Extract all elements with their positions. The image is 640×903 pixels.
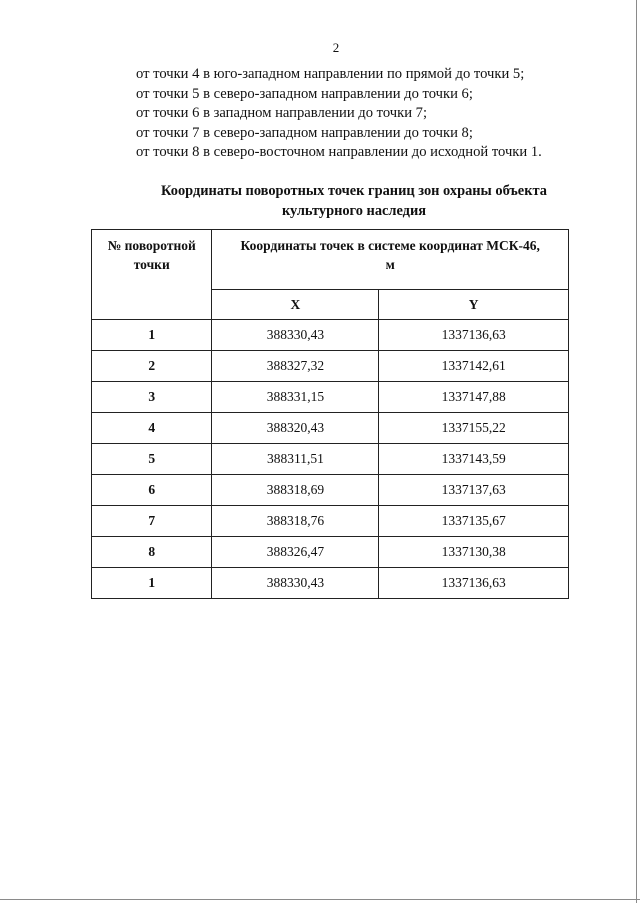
table-row: [92, 320, 569, 351]
scan-edge-right: [636, 0, 637, 903]
y-value: 1337136,63: [379, 320, 569, 351]
x-value: 388318,76: [212, 506, 379, 537]
boundary-line: от точки 6 в западном направлении до точки 7;: [136, 105, 428, 122]
point-number: 3: [92, 382, 212, 413]
header-system-line: Координаты точек в системе координат МСК-46,: [240, 238, 540, 253]
point-number: 1: [92, 568, 212, 599]
y-value: 1337130,38: [379, 537, 569, 568]
table-row: [92, 444, 569, 475]
point-number: 6: [92, 475, 212, 506]
header-point-line: точки: [133, 257, 170, 272]
scan-edge-bottom: [0, 899, 640, 900]
x-value: 388326,47: [212, 537, 379, 568]
point-number: 5: [92, 444, 212, 475]
y-value: 1337136,63: [379, 568, 569, 599]
point-number: 1: [92, 320, 212, 351]
header-point-number: [92, 230, 212, 320]
x-value: 388318,69: [212, 475, 379, 506]
y-value: 1337142,61: [379, 351, 569, 382]
y-value: 1337155,22: [379, 413, 569, 444]
header-point-line: № поворотной: [107, 238, 196, 253]
boundary-line: от точки 5 в северо-западном направлении до точки 6;: [136, 85, 473, 102]
boundary-line: от точки 7 в северо-западном направлении до точки 8;: [136, 124, 473, 141]
y-value: 1337135,67: [379, 506, 569, 537]
section-title-line: культурного наследия: [281, 203, 427, 219]
header-x: X: [212, 290, 379, 320]
x-value: 388330,43: [212, 568, 379, 599]
section-title-line: Координаты поворотных точек границ зон охраны объекта: [161, 183, 547, 199]
table-header-row: [92, 230, 569, 290]
table-row: [92, 351, 569, 382]
y-value: 1337147,88: [379, 382, 569, 413]
table-row: [92, 537, 569, 568]
header-y: Y: [379, 290, 569, 320]
boundary-description: [136, 65, 542, 163]
y-value: 1337143,59: [379, 444, 569, 475]
boundary-line: от точки 8 в северо-восточном направлении до исходной точки 1.: [136, 144, 542, 161]
point-number: 4: [92, 413, 212, 444]
x-value: 388330,43: [212, 320, 379, 351]
point-number: 8: [92, 537, 212, 568]
table-row: [92, 382, 569, 413]
header-coordinate-system: [212, 230, 569, 290]
boundary-line: от точки 4 в юго-западном направлении по прямой до точки 5;: [136, 66, 525, 82]
point-number: 7: [92, 506, 212, 537]
y-value: 1337137,63: [379, 475, 569, 506]
coordinates-table: [91, 229, 569, 599]
table-row: [92, 475, 569, 506]
page-number: 2: [332, 40, 340, 55]
table-row: [92, 413, 569, 444]
table-row: [92, 506, 569, 537]
section-title: [100, 181, 608, 221]
header-system-line: м: [385, 257, 395, 272]
x-value: 388311,51: [212, 444, 379, 475]
table-row: [92, 568, 569, 599]
x-value: 388327,32: [212, 351, 379, 382]
x-value: 388320,43: [212, 413, 379, 444]
point-number: 2: [92, 351, 212, 382]
x-value: 388331,15: [212, 382, 379, 413]
